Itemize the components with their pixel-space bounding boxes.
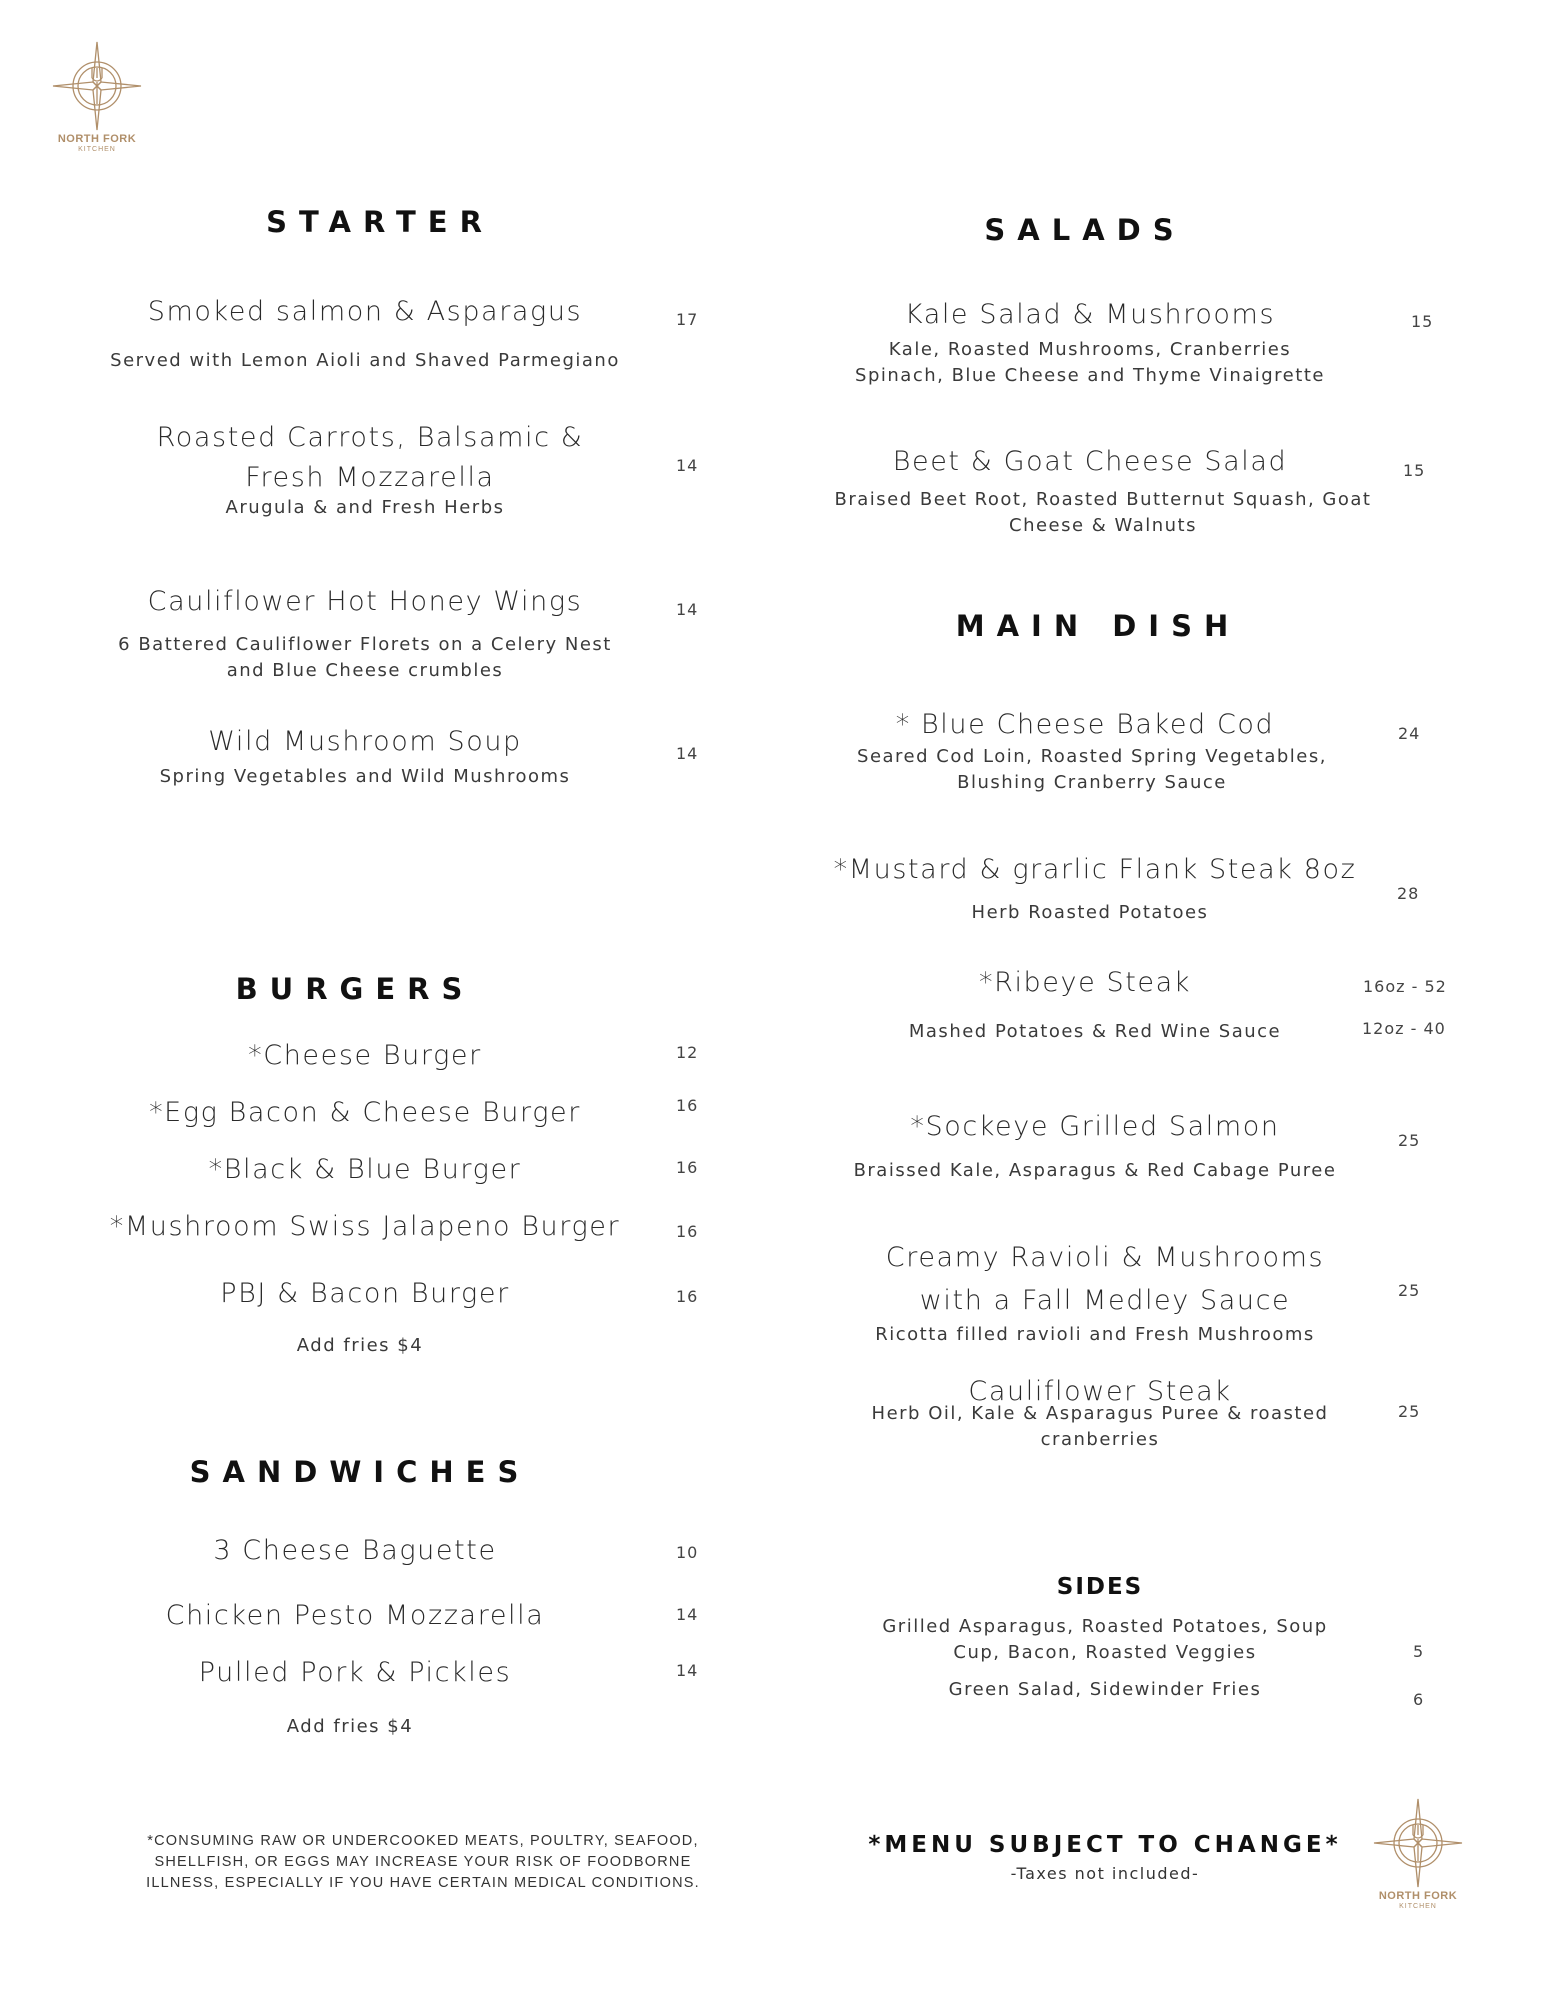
menu-item-desc: Braissed Kale, Asparagus & Red Cabage Puree (853, 1160, 1337, 1181)
sandwiches-heading: SANDWICHES (189, 1455, 531, 1489)
menu-item-name: Kale Salad & Mushrooms (904, 299, 1276, 330)
add-fries-note: Add fries $4 (286, 1716, 414, 1737)
menu-item-desc: Served with Lemon Aioli and Shaved Parmegiano (110, 350, 620, 371)
menu-item-desc: Braised Beet Root, Roasted Butternut Squash, Goat Cheese & Walnuts (834, 489, 1372, 536)
menu-item-desc: Arugula & and Fresh Herbs (225, 497, 505, 518)
menu-item-name: *Black & Blue Burger (208, 1154, 522, 1185)
menu-item-name: Beet & Goat Cheese Salad (892, 446, 1288, 477)
menu-item-name: Cauliflower Steak (968, 1376, 1232, 1407)
side-item-price: 5 (1413, 1642, 1425, 1661)
menu-item-price: 25 (1398, 1281, 1421, 1300)
menu-item-price: 14 (676, 1605, 699, 1624)
food-safety-disclaimer: *CONSUMING RAW OR UNDERCOOKED MEATS, POULTRY, SEAFOOD, SHELLFISH, OR EGGS MAY INCREASE YOUR RISK OF FOODBORNE ILLNESS, ESPECIALLY IF YOU HAVE CERTAIN MEDICAL CONDITIONS. (146, 1833, 700, 1891)
brand-sub: KITCHEN (78, 146, 116, 153)
menu-item-price: 25 (1398, 1402, 1421, 1421)
compass-fork-icon (49, 38, 145, 134)
side-item-price: 6 (1413, 1690, 1425, 1709)
salads-heading: SALADS (984, 213, 1186, 247)
brand-logo-top (42, 38, 152, 154)
menu-item-name: *Sockeye Grilled Salmon (910, 1111, 1280, 1142)
sides-heading: SIDES (1056, 1574, 1144, 1600)
add-fries-note: Add fries $4 (296, 1335, 424, 1356)
menu-item-name: Pulled Pork & Pickles (198, 1657, 512, 1688)
menu-item-name: * Blue Cheese Baked Cod (895, 709, 1275, 740)
menu-item-price: 25 (1398, 1131, 1421, 1150)
brand-name: NORTH FORK (1378, 1890, 1458, 1902)
menu-item-name: *Egg Bacon & Cheese Burger (149, 1097, 581, 1128)
brand-sub: KITCHEN (1399, 1903, 1437, 1910)
menu-item-desc: Spring Vegetables and Wild Mushrooms (159, 766, 571, 787)
menu-item-price: 14 (676, 600, 699, 619)
menu-item-desc: Seared Cod Loin, Roasted Spring Vegetables, Blushing Cranberry Sauce (857, 746, 1327, 793)
menu-item-name: Smoked salmon & Asparagus (147, 296, 583, 327)
menu-item-desc: Herb Oil, Kale & Asparagus Puree & roasted cranberries (871, 1403, 1329, 1450)
menu-item-price: 15 (1403, 461, 1426, 480)
menu-item-price: 16oz - 52 (1363, 977, 1447, 996)
menu-item-name: *Ribeye Steak (978, 967, 1191, 998)
menu-item-price: 16 (676, 1096, 699, 1115)
side-item-desc: Grilled Asparagus, Roasted Potatoes, Soup Cup, Bacon, Roasted Veggies (882, 1616, 1328, 1663)
menu-item-name: *Mustard & grarlic Flank Steak 8oz (833, 854, 1357, 885)
brand-logo-bottom (1363, 1795, 1473, 1911)
menu-item-price: 16 (676, 1287, 699, 1306)
menu-item-name: *Cheese Burger (248, 1040, 482, 1071)
menu-item-desc: Kale, Roasted Mushrooms, Cranberries Spinach, Blue Cheese and Thyme Vinaigrette (855, 339, 1325, 386)
menu-item-name: Cauliflower Hot Honey Wings (147, 586, 583, 617)
menu-item-name: PBJ & Bacon Burger (220, 1278, 510, 1309)
menu-item-name: Roasted Carrots, Balsamic & Fresh Mozzarella (156, 422, 584, 493)
main-dish-heading: MAIN DISH (955, 609, 1241, 643)
menu-item-price: 28 (1397, 884, 1420, 903)
brand-name: NORTH FORK (57, 133, 137, 145)
menu-item-price: 12 (676, 1043, 699, 1062)
menu-item-name: Creamy Ravioli & Mushrooms with a Fall Medley Sauce (885, 1242, 1325, 1316)
menu-item-name: 3 Cheese Baguette (213, 1535, 497, 1566)
menu-item-desc: Ricotta filled ravioli and Fresh Mushrooms (875, 1324, 1315, 1345)
menu-item-price: 24 (1398, 724, 1421, 743)
menu-item-price: 16 (676, 1158, 699, 1177)
menu-item-price: 10 (676, 1543, 699, 1562)
menu-item-price: 14 (676, 456, 699, 475)
menu-item-price: 14 (676, 1661, 699, 1680)
menu-item-price: 15 (1411, 312, 1434, 331)
menu-item-desc: Herb Roasted Potatoes (971, 902, 1209, 923)
menu-item-name: Chicken Pesto Mozzarella (165, 1600, 545, 1631)
menu-item-price-secondary: 12oz - 40 (1362, 1019, 1446, 1038)
menu-item-price: 14 (676, 744, 699, 763)
menu-item-desc: 6 Battered Cauliflower Florets on a Celery Nest and Blue Cheese crumbles (118, 634, 612, 681)
menu-item-name: Wild Mushroom Soup (208, 726, 522, 757)
side-item-desc: Green Salad, Sidewinder Fries (948, 1679, 1262, 1700)
taxes-note: -Taxes not included- (1010, 1864, 1200, 1883)
menu-change-notice: *MENU SUBJECT TO CHANGE* (868, 1832, 1342, 1858)
menu-item-price: 17 (676, 310, 699, 329)
menu-item-name: *Mushroom Swiss Jalapeno Burger (109, 1211, 621, 1242)
compass-fork-icon (1370, 1795, 1466, 1891)
burgers-heading: BURGERS (235, 972, 475, 1006)
starter-heading: STARTER (266, 205, 494, 239)
menu-item-price: 16 (676, 1222, 699, 1241)
menu-item-desc: Mashed Potatoes & Red Wine Sauce (908, 1021, 1282, 1042)
